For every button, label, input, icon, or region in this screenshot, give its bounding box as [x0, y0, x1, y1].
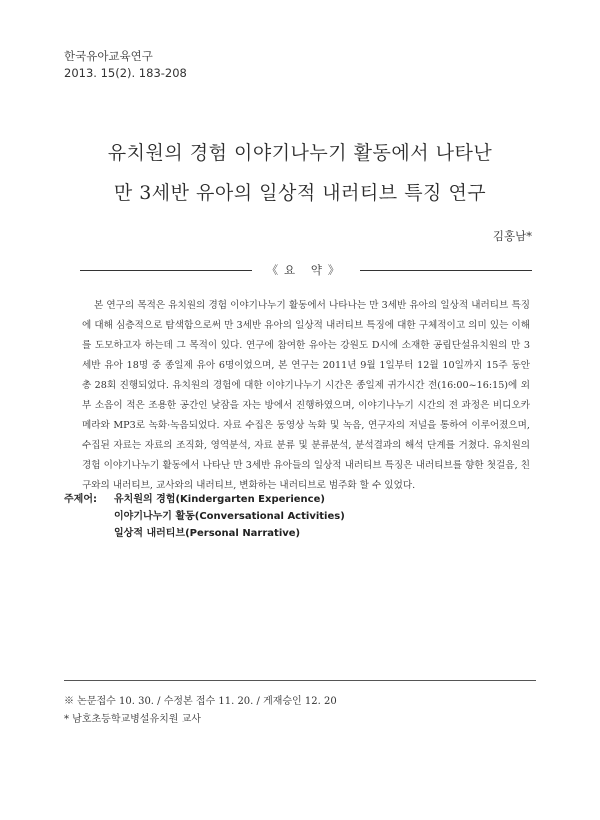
author-name: 김홍남* — [492, 229, 532, 243]
abstract-heading — [80, 262, 532, 278]
keyword-item: 유치원의 경험(Kindergarten Experience) — [114, 494, 325, 505]
footnote-divider — [64, 680, 536, 681]
paper-title-line-1: 유치원의 경험 이야기나누기 활동에서 나타난 — [107, 142, 493, 164]
keywords-label: 주제어: — [64, 494, 97, 505]
footnote-dates: ※ 논문접수 10. 30. / 수정본 접수 11. 20. / 게재승인 12. 20 — [64, 696, 337, 707]
abstract-heading-label: 《요 약》 — [266, 263, 346, 277]
keyword-item: 이야기나누기 활동(Conversational Activities) — [114, 511, 345, 522]
keywords-block — [64, 491, 345, 542]
paper-title-line-2: 만 3세반 유아의 일상적 내러티브 특징 연구 — [113, 182, 487, 204]
footnote-affiliation: * 남호초등학교병설유치원 교사 — [64, 714, 201, 725]
journal-citation: 2013. 15(2). 183-208 — [64, 66, 187, 80]
journal-name: 한국유아교육연구 — [64, 49, 153, 63]
keyword-item: 일상적 내러티브(Personal Narrative) — [114, 528, 301, 539]
abstract-text: 본 연구의 목적은 유치원의 경험 이야기나누기 활동에서 나타나는 만 3세반 유아의 일상적 내러티브 특징에 대해 심층적으로 탐색함으로써 만 3세반 유아의 일상적 내러티브 특징에 대한 구체적이고 의미 있는 이해를 도모하고자 하는데 그 목적이 있다. 연구에 참여한 유아는 강원도 D시에 소재한 공립단설유치원의 만 3세반 유아 18명 중 종일제 유아 6명이었으며, 본 연구는 2011년 9월 1일부터 12월 10일까지 15주 동안 총 28회 진행되었다. 유치원의 경험에 대한 이야기나누기 시간은 종일제 귀가시간 전(16:00~16:15)에 외부 소음이 적은 조용한 공간인 낮잠을 자는 방에서 진행하였으며, 이야기나누기 시간의 전 과정은 비디오카메라와 MP3로 녹화·녹음되었다. 자료 수집은 동영상 녹화 및 녹음, 연구자의 저널을 통하여 이루어졌으며, 수집된 자료는 자료의 조직화, 영역분석, 자료 분류 및 분류분석, 분석결과의 해석 단계를 거쳤다. 유치원의 경험 이야기나누기 활동에서 나타난 만 3세반 유아들의 일상적 내러티브 특징은 내러티브를 향한 첫걸음, 친구와의 내러티브, 교사와의 내러티브, 변화하는 내러티브로 범주화 할 수 있었다. — [82, 300, 530, 491]
abstract-heading-rule-right — [360, 270, 532, 271]
journal-header — [64, 48, 187, 82]
